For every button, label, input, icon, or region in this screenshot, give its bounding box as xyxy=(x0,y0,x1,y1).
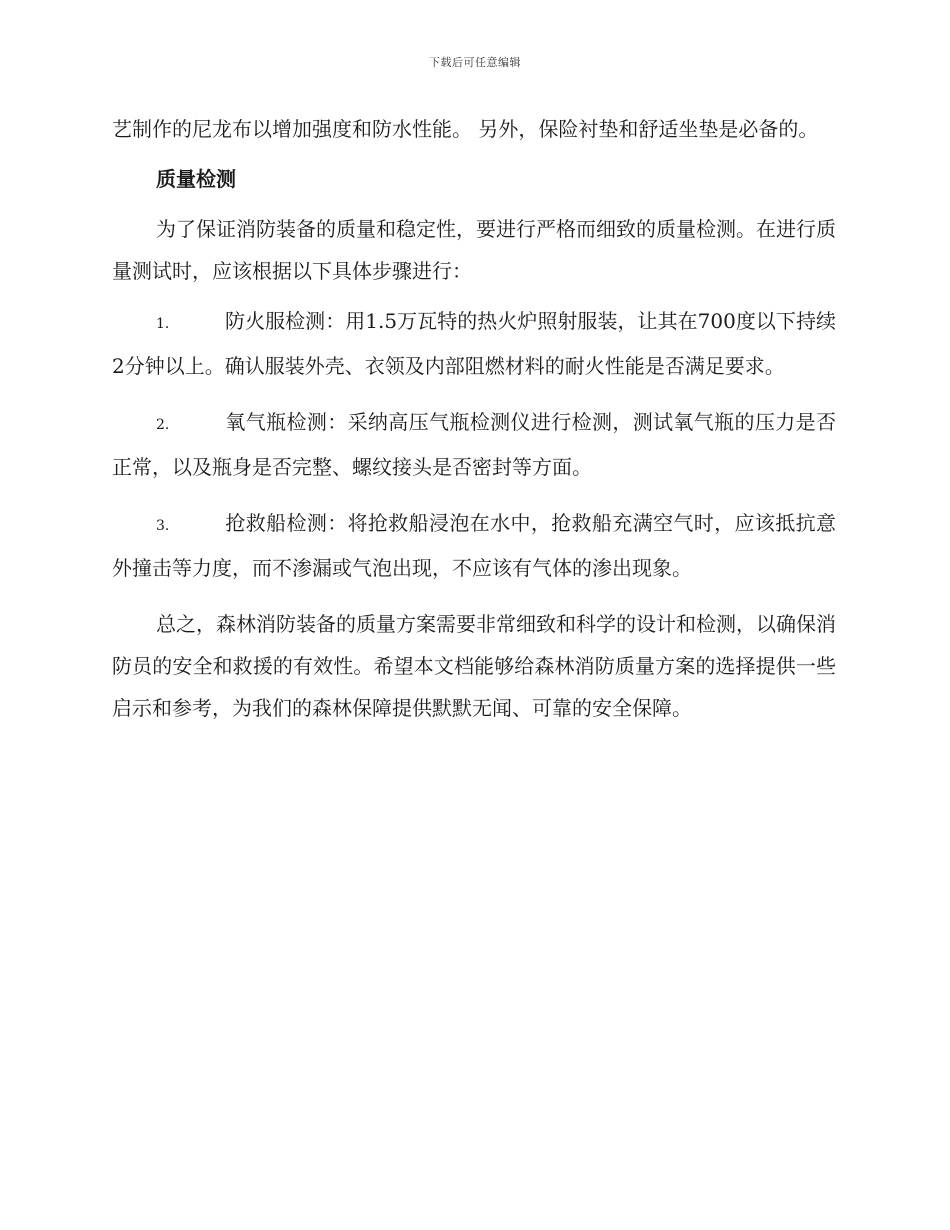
section-heading: 质量检测 xyxy=(156,167,236,191)
list-item-step-1 xyxy=(112,300,836,387)
list-text: 氧气瓶检测：采纳高压气瓶检测仪进行检测，测试氧气瓶的压力是否正常，以及瓶身是否完整、螺纹接头是否密封等方面。 xyxy=(112,410,836,479)
list-number: 1. xyxy=(156,316,170,332)
list-item-step-3 xyxy=(112,502,836,589)
list-item-step-2 xyxy=(112,401,836,488)
conclusion-paragraph: 总之，森林消防装备的质量方案需要非常细致和科学的设计和检测，以确保消防员的安全和救援的有效性。希望本文档能够给森林消防质量方案的选择提供一些启示和参考，为我们的森林保障提供默默无闻、可靠的安全保障。 xyxy=(112,612,836,720)
list-number: 3. xyxy=(156,518,170,534)
intro-continuation-paragraph: 艺制作的尼龙布以增加强度和防水性能。 另外，保险衬垫和舒适坐垫是必备的。 xyxy=(112,117,819,141)
header-note: 下载后可任意编辑 xyxy=(429,56,521,69)
section-intro-paragraph: 为了保证消防装备的质量和稳定性，要进行严格而细致的质量检测。在进行质量测试时，应该根据以下具体步骤进行： xyxy=(112,217,836,283)
list-number: 2. xyxy=(156,417,170,433)
document-body xyxy=(112,108,836,737)
list-text: 抢救船检测：将抢救船浸泡在水中，抢救船充满空气时，应该抵抗意外撞击等力度，而不渗漏或气泡出现，不应该有气体的渗出现象。 xyxy=(112,511,836,580)
list-text: 防火服检测：用1.5万瓦特的热火炉照射服装，让其在700度以下持续2分钟以上。确认服装外壳、衣领及内部阻燃材料的耐火性能是否满足要求。 xyxy=(112,309,836,378)
